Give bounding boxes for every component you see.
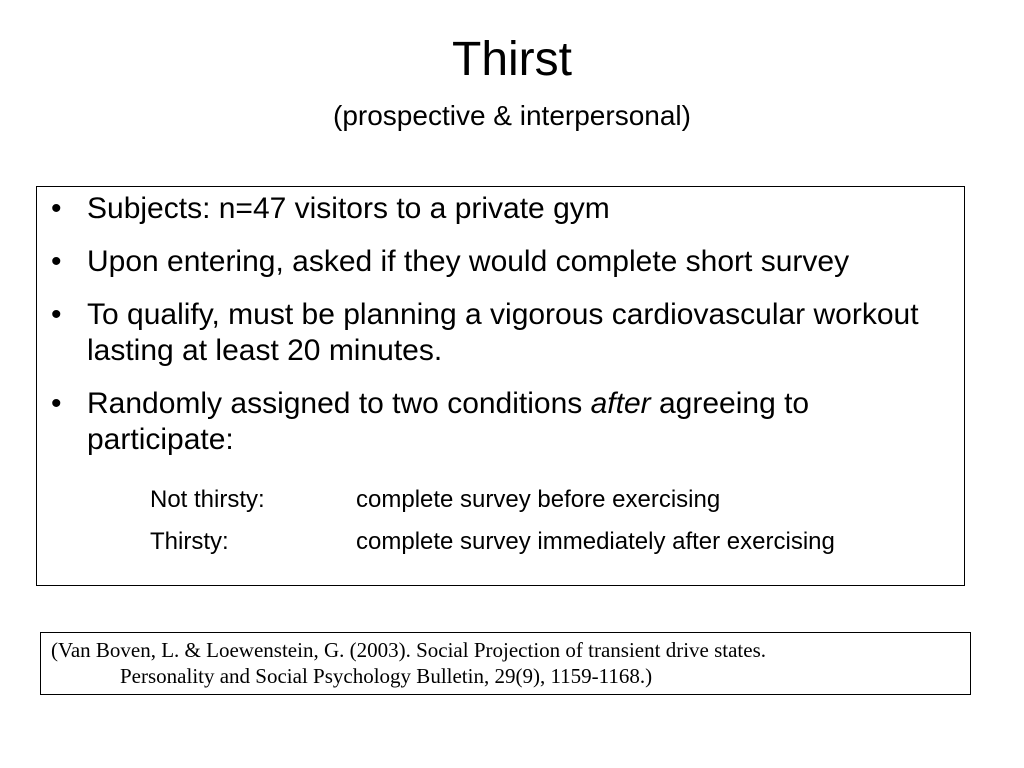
slide-title: Thirst [452, 33, 572, 86]
bullet-item-qualify [51, 297, 956, 369]
condition-name: Thirsty: [150, 528, 229, 555]
bullet-glyph: • [51, 245, 62, 278]
slide-subtitle: (prospective & interpersonal) [333, 100, 691, 131]
bullet-item-subjects [51, 191, 956, 227]
bullet-emphasis: after [590, 387, 651, 420]
condition-name: Not thirsty: [150, 486, 265, 513]
bullet-glyph: • [51, 192, 62, 225]
content-box [36, 186, 965, 586]
bullet-text: Subjects: n=47 visitors to a private gym [87, 192, 610, 225]
bullet-glyph: • [51, 298, 62, 331]
bullet-text: Upon entering, asked if they would complete short survey [87, 245, 850, 278]
bullet-text-after: agreeing to participate: [87, 387, 810, 456]
bullet-text: To qualify, must be planning a vigorous cardiovascular workout lasting at least 20 minutes. [87, 298, 919, 367]
bullet-text-before: Randomly assigned to two conditions [87, 387, 591, 420]
bullet-item-random-assignment [51, 386, 956, 458]
bullet-glyph: • [51, 387, 62, 420]
citation-box [40, 632, 971, 695]
bullet-item-survey [51, 244, 956, 280]
citation-line-1: (Van Boven, L. & Loewenstein, G. (2003). Social Projection of transient drive states. [51, 638, 767, 662]
condition-description: complete survey before exercising [356, 486, 721, 513]
condition-row-thirsty [150, 527, 835, 557]
citation-line-2: Personality and Social Psychology Bulletin, 29(9), 1159-1168.) [120, 664, 653, 688]
bullet-list [51, 191, 956, 475]
condition-row-not-thirsty [150, 485, 720, 515]
condition-description: complete survey immediately after exercising [356, 528, 835, 555]
